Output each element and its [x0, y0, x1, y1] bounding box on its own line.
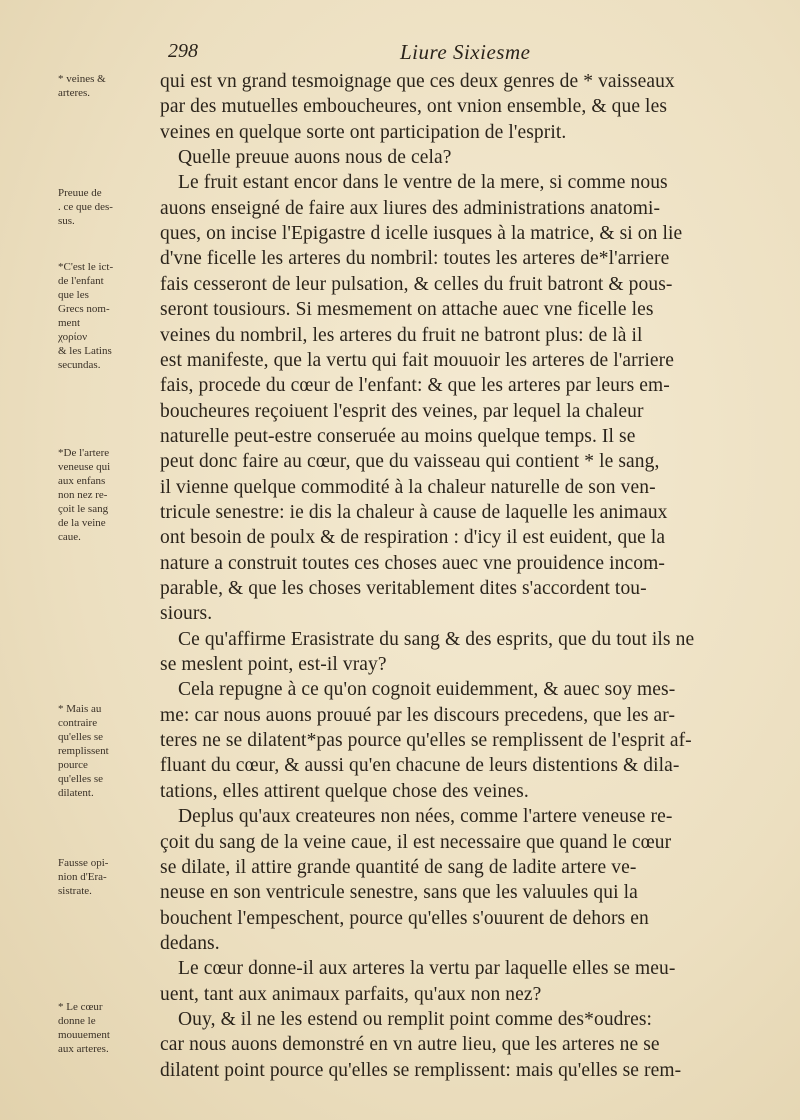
text-line: tations, elles attirent quelque chose des veines.	[160, 780, 529, 802]
margin-note-line: donne le	[58, 1015, 96, 1027]
margin-note-line: Fausse opi-	[58, 857, 109, 869]
margin-note-line: aux enfans	[58, 475, 106, 487]
text-line: teres ne se dilatent*pas pource qu'elles se remplissent de l'esprit af-	[160, 730, 692, 752]
margin-note-line: χορίον	[58, 331, 88, 343]
margin-note-line: qu'elles se	[58, 731, 104, 743]
text-line: bouchent l'empeschent, pource qu'elles s'ouurent de dehors en	[160, 907, 649, 929]
margin-note-line: de la veine	[58, 517, 106, 529]
text-line: peut donc faire au cœur, que du vaisseau qui contient * le sang,	[160, 451, 660, 473]
running-title: Liure Sixiesme	[400, 40, 531, 64]
page-bottom	[170, 1080, 670, 1100]
margin-note-line: nion d'Era-	[58, 871, 107, 883]
text-line: auons enseigné de faire aux liures des administrations anatomi-	[160, 197, 661, 219]
text-line: veines du nombril, les arteres du fruit ne batront plus: de là il	[160, 324, 643, 346]
margin-note-line: çoit le sang	[58, 503, 109, 515]
text-line: ont besoin de poulx & de respiration : d'icy il est euident, que la	[160, 527, 666, 549]
margin-note-line: * Mais au	[58, 703, 102, 715]
margin-note	[58, 1000, 156, 1056]
margin-note-line: caue.	[58, 531, 81, 543]
text-line: se meslent point, est-il vray?	[160, 654, 387, 676]
page-header	[0, 40, 800, 72]
margin-note-line: veneuse qui	[58, 461, 111, 473]
margin-note	[58, 856, 156, 898]
margin-note-line: mouuement	[58, 1029, 110, 1041]
text-line: Quelle preuue auons nous de cela?	[178, 147, 452, 169]
margin-note-line: de l'enfant	[58, 275, 104, 287]
margin-note	[58, 260, 156, 372]
text-line: siours.	[160, 603, 213, 625]
margin-note-line: *C'est le ict-	[58, 261, 114, 273]
margin-note-line: dilatent.	[58, 787, 94, 799]
margin-note-line: secundas.	[58, 359, 101, 371]
text-line: est manifeste, que la vertu qui fait mouuoir les arteres de l'arriere	[160, 349, 674, 371]
margin-note-line: & les Latins	[58, 345, 112, 357]
text-line: çoit du sang de la veine caue, il est necessaire que quand le cœur	[160, 831, 672, 853]
text-line: neuse en son ventricule senestre, sans que les valuules qui la	[160, 882, 638, 904]
text-line: qui est vn grand tesmoignage que ces deux genres de * vaisseaux	[160, 71, 675, 92]
margin-note-line: * veines &	[58, 73, 106, 85]
margin-note-line: ment	[58, 317, 80, 329]
text-line: par des mutuelles emboucheures, ont vnion ensemble, & que les	[160, 96, 668, 118]
text-line: uent, tant aux animaux parfaits, qu'aux non nez?	[160, 983, 542, 1005]
text-line: seront tousiours. Si mesmement on attache auec vne ficelle les	[160, 299, 654, 321]
page-number: 298	[168, 40, 198, 62]
text-line: Ce qu'affirme Erasistrate du sang & des esprits, que du tout ils ne	[178, 628, 695, 650]
text-line: car nous auons demonstré en vn autre lieu, que les arteres ne se	[160, 1034, 660, 1056]
text-line: Le cœur donne-il aux arteres la vertu par laquelle elles se meu-	[178, 958, 676, 980]
margin-note-line: que les	[58, 289, 89, 301]
margin-note-line: non nez re-	[58, 489, 108, 501]
margin-note-line: * Le cœur	[58, 1001, 103, 1013]
text-line: dilatent point pource qu'elles se remplissent: mais qu'elles se rem-	[160, 1059, 682, 1081]
margin-note-line: . ce que des-	[58, 201, 113, 213]
margin-note	[58, 72, 156, 100]
margin-note	[58, 186, 156, 228]
text-line: dedans.	[160, 932, 220, 954]
text-line: naturelle peut-estre conseruée au moins quelque temps. Il se	[160, 425, 636, 447]
margin-note-line: Grecs nom-	[58, 303, 110, 315]
margin-note	[58, 446, 156, 544]
text-line: fluant du cœur, & aussi qu'en chacune de leurs distentions & dila-	[160, 755, 680, 777]
text-line: boucheures reçoiuent l'esprit des veines, par lequel la chaleur	[160, 400, 644, 422]
text-line: veines en quelque sorte ont participation de l'esprit.	[160, 121, 567, 143]
text-line: parable, & que les choses veritablement dites s'accordent tou-	[160, 578, 647, 599]
margin-note	[58, 702, 156, 800]
margin-note-line: aux arteres.	[58, 1043, 109, 1055]
text-line: d'vne ficelle les arteres du nombril: toutes les arteres de*l'arriere	[160, 248, 670, 270]
margin-note-line: contraire	[58, 717, 98, 729]
text-line: Le fruit estant encor dans le ventre de la mere, si comme nous	[178, 172, 668, 194]
margin-note-line: Preuue de	[58, 187, 102, 199]
margin-note-line: *De l'artere	[58, 447, 110, 459]
margin-note-line: sistrate.	[58, 885, 92, 897]
text-line: nature a construit toutes ces choses auec vne prouidence incom-	[160, 552, 665, 574]
text-line: il vienne quelque commodité à la chaleur naturelle de son ven-	[160, 476, 656, 498]
text-line: tricule senestre: ie dis la chaleur à cause de laquelle les animaux	[160, 501, 668, 523]
text-line: Cela repugne à ce qu'on cognoit euidemment, & auec soy mes-	[178, 679, 676, 701]
text-line: fais, procede du cœur de l'enfant: & que les arteres par leurs em-	[160, 375, 670, 397]
margin-note-line: remplissent	[58, 745, 109, 757]
margin-note-line: pource	[58, 759, 88, 771]
margin-note-line: arteres.	[58, 87, 91, 99]
text-line: fais cesseront de leur pulsation, & celles du fruit batront & pous-	[160, 273, 673, 295]
text-line: Ouy, & il ne les estend ou remplit point comme des*oudres:	[178, 1008, 653, 1030]
text-line: Deplus qu'aux createures non nées, comme l'artere veneuse re-	[178, 806, 673, 828]
text-line: me: car nous auons prouué par les discours precedens, que les ar-	[160, 704, 676, 726]
text-line: ques, on incise l'Epigastre d icelle iusques à la matrice, & si on lie	[160, 223, 683, 245]
text-line: se dilate, il attire grande quantité de sang de ladite artere ve-	[160, 856, 637, 878]
margin-note-line: qu'elles se	[58, 773, 104, 785]
margin-note-line: sus.	[58, 215, 75, 227]
